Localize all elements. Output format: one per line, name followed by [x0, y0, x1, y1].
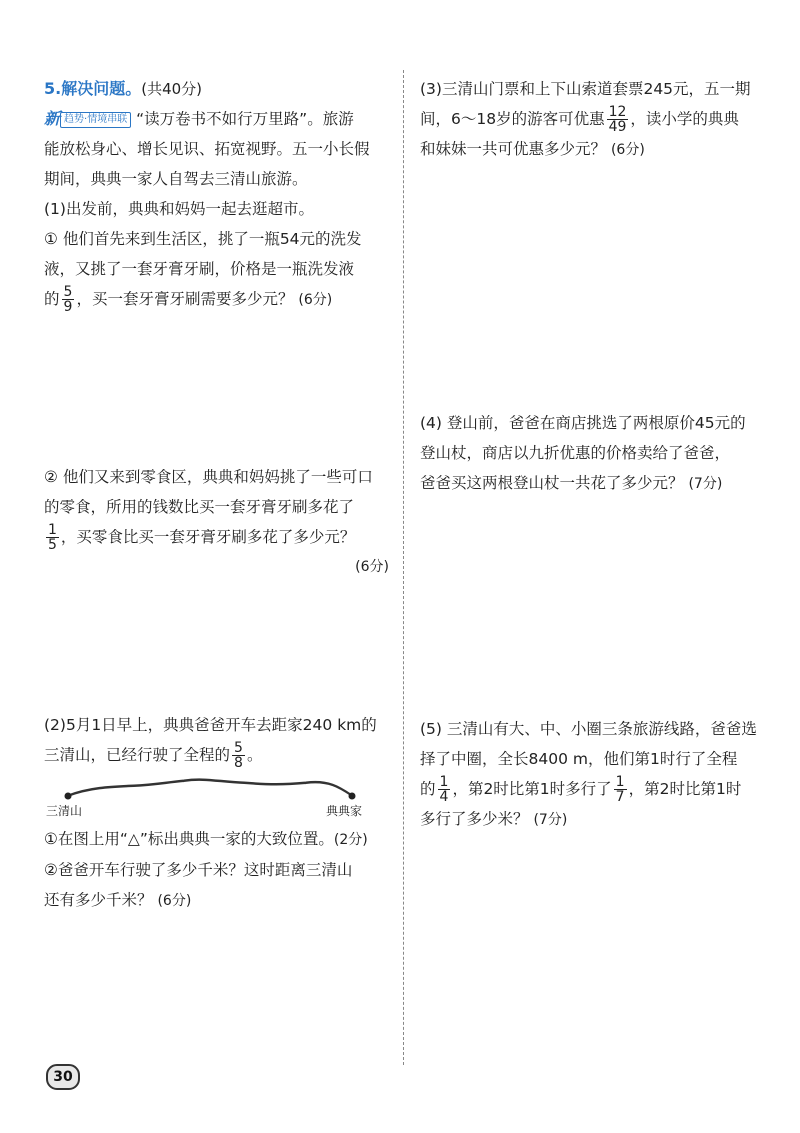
fraction-numerator: 12 [608, 104, 627, 120]
q3-post: ，读小学的典典 [630, 110, 739, 128]
intro-text-1: “读万卷书不如行万里路”。旅游 [136, 110, 354, 128]
section-score: (共40分) [141, 80, 203, 98]
q1b-line-1: ② 他们又来到零食区，典典和妈妈挑了一些可口 [44, 468, 373, 486]
fraction-one-quarter [438, 775, 451, 804]
right-column [420, 74, 770, 835]
q1a-line-3 [44, 284, 389, 315]
q2-sub1 [44, 824, 389, 855]
column-divider [403, 70, 404, 1065]
q5-line-1: (5) 三清山有大、中、小圈三条旅游线路，爸爸选 [420, 720, 757, 738]
fraction-numerator: 1 [615, 774, 625, 790]
intro-line-3: 期间，典典一家人自驾去三清山旅游。 [44, 170, 308, 188]
q1a-pre: 的 [44, 290, 60, 308]
q3-text: 和妹妹一共可优惠多少元？ [420, 140, 607, 158]
q3-answer-space[interactable] [420, 165, 770, 408]
q3-line-2 [420, 104, 770, 134]
q2-sub2-line-1: ②爸爸开车行驶了多少千米？这时距离三清山 [44, 861, 353, 879]
fraction-denominator: 7 [615, 789, 625, 805]
fraction-denominator: 9 [63, 299, 73, 315]
q2-sub1-score: (2分) [333, 832, 368, 848]
q2-sub2-text: 还有多少千米？ [44, 891, 153, 909]
q1b-answer-space[interactable] [44, 582, 389, 710]
q1b-line-2: 的零食，所用的钱数比买一套牙膏牙刷多花了 [44, 498, 355, 516]
route-map[interactable] [44, 774, 374, 822]
scenario-tag: 趋势·情境串联 [60, 112, 131, 128]
q4-text: 爸爸买这两根登山杖一共花了多少元？ [420, 474, 684, 492]
place-label-sanqingshan: 三清山 [46, 804, 83, 818]
q1a-line-1: ① 他们首先来到生活区，挑了一瓶54元的洗发 [44, 230, 362, 248]
fraction-numerator: 1 [439, 774, 449, 790]
fraction-twelve-fortyninths [607, 105, 629, 134]
q1b-post: ，买零食比买一套牙膏牙刷多花了多少元？ [60, 528, 356, 546]
q2-line-1: (2)5月1日早上，典典爸爸开车去距家240 km的 [44, 716, 377, 734]
fraction-numerator: 5 [234, 740, 243, 756]
section-heading-row [44, 74, 389, 104]
fraction-numerator: 5 [63, 284, 73, 300]
fraction-one-fifth [46, 523, 59, 552]
fraction-numerator: 1 [48, 522, 57, 538]
fraction-one-seventh [614, 775, 627, 804]
route-path-inner [68, 781, 352, 797]
q2-pre: 三清山，已经行驶了全程的 [44, 746, 231, 764]
fraction-five-ninths [62, 285, 75, 314]
q3-line-1: (3)三清山门票和上下山索道套票245元，五一期 [420, 80, 751, 98]
q2-post: 。 [246, 746, 263, 764]
q4-line-1: (4) 登山前，爸爸在商店挑选了两根原价45元的 [420, 414, 746, 432]
q5-text: 多行了多少米？ [420, 810, 529, 828]
place-label-home: 典典家 [326, 804, 363, 818]
intro-line-1 [44, 104, 389, 134]
q1a-post: ，买一套牙膏牙刷需要多少元？ [76, 290, 294, 308]
q5-line-3 [420, 774, 770, 804]
fraction-denominator: 4 [439, 789, 449, 805]
q4-answer-space[interactable] [420, 499, 770, 714]
q1a-answer-space[interactable] [44, 315, 389, 462]
left-column [44, 74, 389, 916]
q4-score: (7分) [688, 476, 723, 492]
q3-pre: 间，6～18岁的游客可优惠 [420, 110, 605, 128]
start-point-marker [65, 793, 72, 800]
intro-line-2: 能放松身心、增长见识、拓宽视野。五一小长假 [44, 140, 370, 158]
q3-line-3 [420, 134, 770, 165]
q1a-line-2: 液，又挑了一套牙膏牙刷，价格是一瓶洗发液 [44, 260, 355, 278]
q2-line-2 [44, 740, 389, 770]
section-heading: 5.解决问题。 [44, 79, 142, 98]
new-trend-tag: 新 [44, 109, 61, 128]
q1b-line-3 [44, 522, 389, 552]
q2-sub1-text: ①在图上用“△”标出典典一家的大致位置。 [44, 830, 334, 848]
q5-pre: 的 [420, 780, 436, 798]
q4-line-3 [420, 468, 770, 499]
q5-line-2: 择了中圈，全长8400 m，他们第1时行了全程 [420, 750, 738, 768]
route-line-graphic [44, 774, 374, 808]
q4-line-2: 登山杖，商店以九折优惠的价格卖给了爸爸， [420, 444, 731, 462]
q1-title: (1)出发前，典典和妈妈一起去逛超市。 [44, 200, 314, 218]
q3-score: (6分) [610, 142, 645, 158]
q5-post: ，第2时比第1时 [628, 780, 742, 798]
q5-score: (7分) [533, 812, 568, 828]
fraction-denominator: 49 [608, 119, 627, 135]
end-point-marker [349, 793, 356, 800]
q5-line-4 [420, 804, 770, 835]
q1a-score: (6分) [298, 292, 333, 308]
fraction-five-eighths [232, 741, 245, 770]
q2-sub2-line-2 [44, 885, 389, 916]
fraction-denominator: 8 [234, 755, 243, 771]
q1b-score: (6分) [355, 559, 389, 575]
q5-mid: ，第2时比第1时多行了 [452, 780, 612, 798]
page-number-badge: 30 [46, 1064, 80, 1090]
fraction-denominator: 5 [48, 537, 57, 553]
q2-sub2-score: (6分) [157, 893, 192, 909]
